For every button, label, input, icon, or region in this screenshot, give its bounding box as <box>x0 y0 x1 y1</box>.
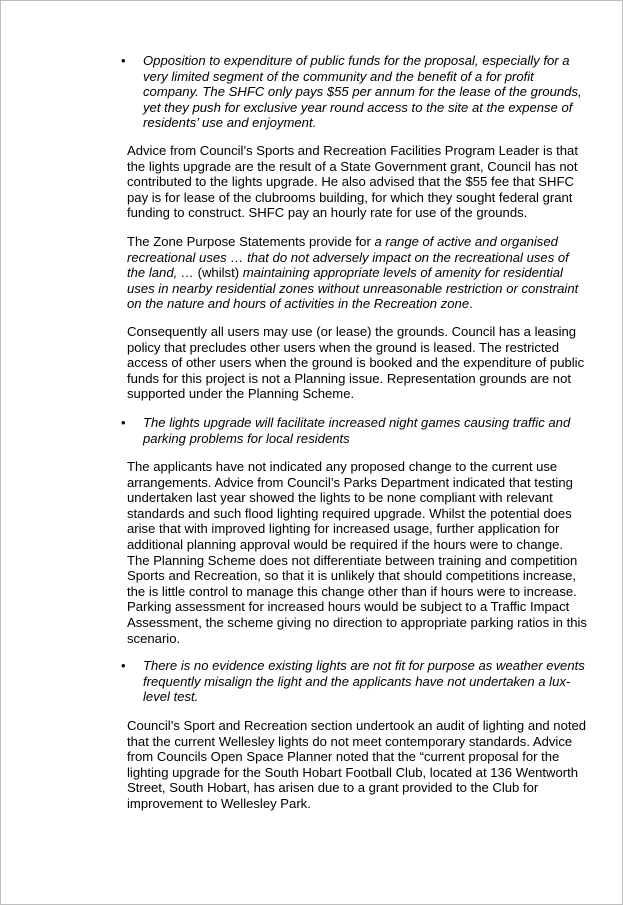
text-line <box>127 296 577 312</box>
text-line: Sports and Recreation, so that it is unlikely that should competitions increase, <box>127 568 577 584</box>
text-line: There is no evidence existing lights are not fit for purpose as weather events <box>143 658 585 673</box>
text-line: funds for this project is not a Planning issue. Representation grounds are not <box>127 370 571 386</box>
text-line <box>127 265 577 281</box>
text-line: standards and such flood lighting required upgrade. Whilst the potential does <box>127 505 572 521</box>
quoted-text: on the nature and hours of activities in the Recreation zone <box>127 296 470 312</box>
text-line: the lights upgrade are the result of a State Government grant, Council has not <box>127 158 578 174</box>
quoted-text: recreational uses … that do not adversely impact on the recreational uses of <box>127 249 569 265</box>
paragraph-zone-purpose <box>127 234 577 312</box>
text-line: that the current Wellesley lights do not meet contemporary standards. Advice <box>127 733 573 749</box>
text-line: Consequently all users may use (or lease) the grounds. Council has a leasing <box>127 324 577 339</box>
text-line: from Councils Open Space Planner noted that the “current proposal for the <box>127 749 560 765</box>
quoted-text: the land, … <box>127 265 198 281</box>
text-line: the is little control to manage this change other than if hours were to increase. <box>127 583 577 599</box>
text-line: arrangements. Advice from Council’s Parks Department indicated that testing <box>127 474 573 490</box>
text-line: Assessment, the scheme giving no direction to appropriate parking ratios in this <box>127 614 587 630</box>
quoted-text: a range of active and organised <box>374 234 558 249</box>
paragraph-leasing-policy <box>127 324 585 402</box>
text-line: undertaken last year showed the lights to be none compliant with relevant <box>127 490 553 506</box>
text-line: parking problems for local residents <box>143 430 350 446</box>
text-line: pay is for lease of the clubrooms building, for which they sought federal grant <box>127 189 573 205</box>
paragraph-council-advice <box>127 143 577 221</box>
bullet-text <box>143 415 571 446</box>
text-line: arise that with improved lighting for increased usage, further application for <box>127 521 560 537</box>
text-run: . <box>469 296 473 312</box>
text-line: The lights upgrade will facilitate increased night games causing traffic and <box>143 415 571 430</box>
text-line: frequently misalign the light and the applicants have not undertaken a lux- <box>143 673 571 689</box>
text-line: very limited segment of the community and the benefit of a for profit <box>143 68 534 84</box>
paragraph-use-arrangements <box>127 459 587 646</box>
bullet-text <box>143 53 582 131</box>
text-line: Council’s Sport and Recreation section undertook an audit of lighting and noted <box>127 718 587 733</box>
bullet-symbol: • <box>121 53 126 68</box>
text-line: Opposition to expenditure of public funds for the proposal, especially for a <box>143 53 570 68</box>
text-line: access of other users when the ground is booked and the expenditure of public <box>127 355 585 371</box>
text-line: supported under the Planning Scheme. <box>127 386 355 402</box>
paragraph-lighting-audit <box>127 718 587 812</box>
bullet-text <box>143 658 585 705</box>
quoted-text: uses in nearby residential zones without unreasonable restriction or constraint <box>127 280 579 296</box>
text-line: contributed to the lights upgrade. He also advised that the $55 fee that SHFC <box>127 174 574 190</box>
text-line: The applicants have not indicated any proposed change to the current use <box>127 459 558 474</box>
text-run: (whilst) <box>197 265 243 281</box>
text-line: improvement to Wellesley Park. <box>127 795 311 811</box>
bullet-symbol: • <box>121 415 126 430</box>
text-run: The Zone Purpose Statements provide for <box>127 234 375 249</box>
text-line: lighting upgrade for the South Hobart Football Club, located at 136 Wentworth <box>127 764 579 780</box>
text-line: additional planning approval would be required if the hours were to change. <box>127 536 564 552</box>
text-line: Street, South Hobart, has arisen due to a grant provided to the Club for <box>127 780 539 796</box>
quoted-text: maintaining appropriate levels of amenity for residential <box>242 265 563 281</box>
text-line: yet they push for exclusive year round access to the site at the expense of <box>143 99 573 115</box>
text-line: policy that precludes other users when the ground is leased. The restricted <box>127 339 560 355</box>
text-line: residents’ use and enjoyment. <box>143 115 317 131</box>
text-line: level test. <box>143 689 199 705</box>
text-line: Parking assessment for increased hours would be subject to a Traffic Impact <box>127 599 570 615</box>
text-line: company. The SHFC only pays $55 per annum for the lease of the grounds, <box>143 84 582 100</box>
text-line: funding to construct. SHFC pay an hourly rate for use of the grounds. <box>127 205 528 221</box>
text-line: The Planning Scheme does not differentiate between training and competition <box>127 552 578 568</box>
text-line: scenario. <box>127 630 181 646</box>
bullet-symbol: • <box>121 658 126 673</box>
text-line: Advice from Council’s Sports and Recreation Facilities Program Leader is that <box>127 143 578 158</box>
text-line <box>127 234 577 250</box>
